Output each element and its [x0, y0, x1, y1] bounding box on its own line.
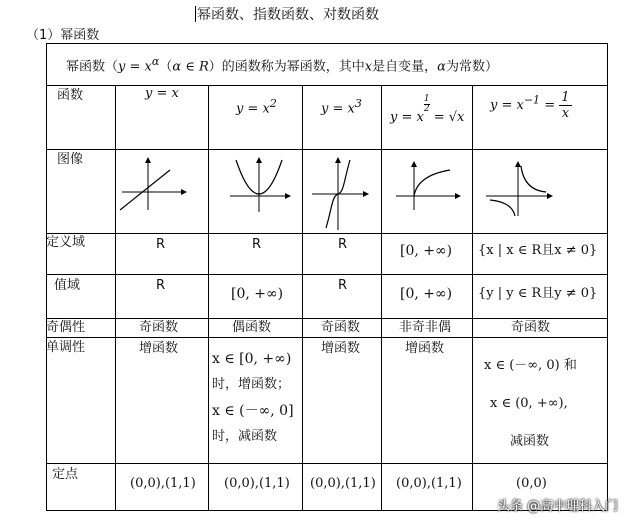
func-inv-num: 1 [561, 90, 570, 105]
def-formula: y = x [118, 59, 152, 75]
mono-c5-l1: x ∈ (－∞, 0) 和 [484, 358, 577, 373]
label-monotonicity: 单调性 [46, 340, 86, 355]
domain-c5: {x | x ∈ R且x ≠ 0} [478, 243, 598, 258]
domain-c3: R [338, 237, 348, 252]
fixed-c5: (0,0) [516, 476, 547, 491]
func-x2-exp: 2 [269, 97, 277, 110]
parity-c4: 非奇非偶 [399, 320, 452, 335]
title-text: 幂函数、指数函数、对数函数 [197, 7, 379, 23]
func-x3-exp: 3 [354, 97, 362, 110]
def-paren: （ [159, 59, 173, 75]
func-inverse [490, 90, 572, 121]
watermark: 头条 @高中理科入门 [496, 499, 618, 514]
func-x2 [236, 97, 277, 118]
def-x: x [364, 59, 373, 75]
func-x3-base: y = x [321, 101, 355, 117]
mono-c2 [212, 346, 304, 450]
label-parity: 奇偶性 [46, 320, 86, 335]
mono-c2-l4: 时，减函数 [212, 429, 278, 444]
mono-c3: 增函数 [321, 341, 361, 356]
parity-c5: 奇函数 [511, 320, 551, 335]
def-alpha: α [437, 59, 446, 75]
domain-c2: R [252, 237, 262, 252]
fixed-c3: (0,0),(1,1) [310, 476, 376, 491]
section-heading: （1）幂函数 [26, 28, 100, 43]
func-x3 [321, 97, 362, 118]
func-inv-frac [559, 90, 571, 121]
mono-c4: 增函数 [405, 341, 445, 356]
label-function: 函数 [57, 88, 84, 103]
graph-inverse [484, 160, 554, 218]
domain-c1: R [156, 237, 166, 252]
graph-linear [116, 156, 188, 212]
parity-c1: 奇函数 [139, 320, 179, 335]
mono-c5-l2: x ∈ (0, +∞), [490, 396, 568, 411]
range-c5: {y | y ∈ R且y ≠ 0} [478, 286, 598, 301]
range-c3: R [338, 278, 348, 293]
range-c1: R [156, 278, 166, 293]
text-cursor [195, 6, 196, 22]
func-inv-exp: −1 [523, 93, 541, 107]
range-c2: [0, +∞) [231, 286, 284, 302]
fixed-c2: (0,0),(1,1) [224, 476, 290, 491]
fixed-c4: (0,0),(1,1) [396, 476, 462, 491]
def-mid: ）的函数称为幂函数，其中 [208, 59, 365, 75]
mono-c5 [484, 347, 604, 461]
def-pre: 幂函数（ [66, 59, 119, 75]
func-sqrt [390, 95, 464, 126]
def-cond: α ∈ R [172, 59, 209, 75]
func-sqrt-exp-num: 1 [423, 94, 430, 104]
label-domain: 定义域 [46, 235, 86, 250]
graph-sqrt [394, 160, 462, 212]
func-sqrt-exp [424, 95, 430, 114]
label-range: 值域 [54, 278, 81, 293]
definition-text [66, 55, 498, 76]
func-inv-base: y = x [490, 98, 524, 113]
fixed-c1: (0,0),(1,1) [130, 476, 196, 491]
func-inv-den: x [561, 106, 570, 121]
func-inv-eq: = [544, 98, 556, 113]
graph-square [226, 156, 292, 214]
parity-c2: 偶函数 [232, 320, 272, 335]
def-exp: α [151, 55, 160, 68]
label-graph: 图像 [57, 152, 84, 167]
mono-c5-l3: 减函数 [510, 434, 550, 449]
func-sqrt-exp-den: 2 [423, 104, 430, 114]
func-sqrt-eq: = √x [433, 110, 465, 125]
label-fixed-point: 定点 [52, 467, 79, 482]
document-title [195, 4, 379, 24]
func-x: y = x [145, 86, 179, 101]
parity-c3: 奇函数 [321, 320, 361, 335]
domain-c4: [0, +∞) [400, 243, 453, 259]
def-post: 为常数） [445, 59, 498, 75]
range-c4: [0, +∞) [400, 286, 453, 302]
graph-cube [310, 156, 370, 232]
func-sqrt-base: y = x [390, 110, 424, 125]
mono-c1: 增函数 [139, 341, 179, 356]
func-x2-base: y = x [236, 101, 270, 117]
def-mid2: 是自变量， [372, 59, 438, 75]
mono-c2-l1: x ∈ [0, +∞) [212, 351, 292, 367]
mono-c2-l2: 时，增函数； [212, 377, 291, 392]
mono-c2-l3: x ∈ (－∞, 0] [212, 403, 294, 419]
